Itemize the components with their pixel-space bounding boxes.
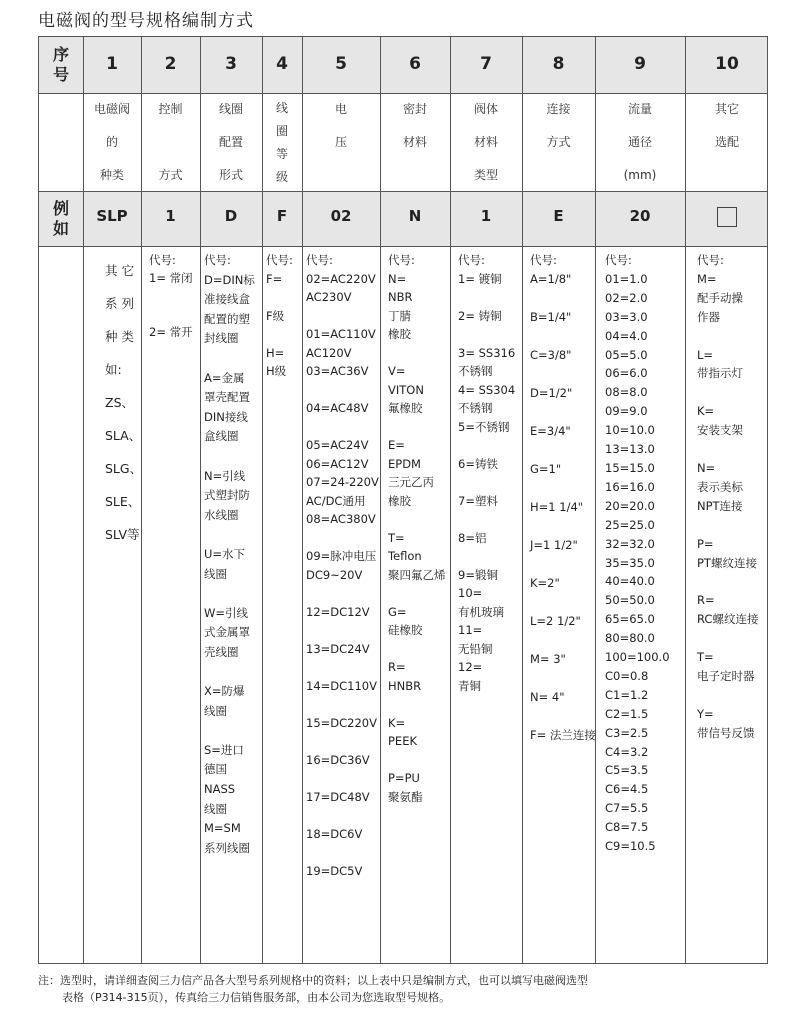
code-entry: 其 它 — [105, 263, 134, 278]
code-entry: 不锈钢 — [458, 364, 493, 378]
code-entry: 09=9.0 — [605, 404, 648, 419]
code-entry: 02=2.0 — [605, 290, 648, 305]
code-entry: 代号: — [605, 253, 632, 267]
code-entry: ZS、 — [105, 395, 134, 410]
code-entry: 德国 — [204, 762, 227, 777]
code-entry — [697, 572, 767, 591]
code-entry — [458, 288, 520, 307]
code-entry: 代号: — [306, 253, 333, 267]
code-entry — [149, 287, 198, 305]
code-entry: 橡胶 — [388, 493, 411, 508]
code-entry: 40=40.0 — [605, 574, 655, 589]
column-number: 10 — [715, 54, 739, 74]
code-entry: 17=DC48V — [306, 789, 370, 804]
code-entry: E= — [388, 438, 405, 452]
code-entry — [306, 584, 378, 603]
code-entry: 硅橡胶 — [388, 623, 423, 637]
code-entry: 配手动操 — [697, 290, 743, 305]
code-entry: T= — [388, 530, 405, 545]
code-entry: 表示美标 — [697, 479, 743, 494]
code-entry: 10= — [458, 586, 483, 600]
code-entry — [530, 555, 593, 574]
code-entry: 08=AC380V — [306, 512, 376, 526]
code-entry: 14=DC110V — [306, 678, 377, 693]
column-description: 线 圈 等 级 — [275, 101, 288, 184]
code-list — [458, 251, 520, 695]
code-entry: H= — [266, 345, 285, 360]
code-entry: P=PU — [388, 771, 420, 785]
code-entry: 18=DC6V — [306, 826, 363, 841]
row-label-example: 例 如 — [52, 199, 69, 238]
code-entry: 05=5.0 — [605, 347, 648, 362]
code-entry: 32=32.0 — [605, 536, 655, 551]
code-entry — [530, 593, 593, 612]
code-entry: 9=锻铜 — [458, 567, 498, 582]
code-entry — [458, 547, 520, 566]
code-entry: AC120V — [306, 345, 352, 360]
code-entry: NBR — [388, 290, 413, 304]
code-entry: M=SM — [204, 821, 241, 836]
code-entry: 种 类 — [105, 329, 134, 344]
code-entry: H=1 1/4" — [530, 500, 584, 514]
code-entry: EPDM — [388, 456, 421, 471]
column-description: 密封 材料 — [402, 102, 427, 149]
code-entry — [530, 403, 593, 422]
column-divider — [522, 37, 523, 963]
code-entry: 代号: — [266, 253, 293, 267]
code-entry: C6=4.5 — [605, 782, 649, 797]
column-divider — [685, 37, 686, 963]
code-entry: V= — [388, 364, 406, 378]
code-entry: 线圈 — [204, 566, 227, 581]
code-entry — [530, 289, 593, 308]
code-entry: 带指示灯 — [697, 366, 743, 381]
column-number: 1 — [106, 54, 118, 74]
code-entry: 作器 — [697, 309, 720, 324]
code-entry: 式塑封防 — [204, 488, 250, 503]
code-entry — [306, 307, 378, 326]
code-entry: AC/DC通用 — [306, 493, 366, 508]
code-entry: 09=脉冲电压 — [306, 549, 377, 563]
code-entry: 25=25.0 — [605, 517, 655, 532]
code-entry: P= — [697, 536, 714, 551]
code-entry: C=3/8" — [530, 348, 572, 362]
code-entry: C2=1.5 — [605, 706, 649, 721]
code-entry: R= — [697, 593, 715, 608]
code-entry: S=进口 — [204, 742, 244, 757]
code-entry — [388, 751, 448, 770]
code-entry: 线圈 — [204, 801, 227, 816]
column-number: 7 — [480, 54, 492, 74]
code-entry — [458, 473, 520, 492]
code-list — [388, 251, 448, 806]
code-entry: K= — [697, 404, 715, 419]
code-entry — [266, 288, 300, 307]
code-entry: Teflon — [388, 549, 422, 563]
code-entry: 带信号反馈 — [697, 725, 755, 740]
code-entry: E=3/4" — [530, 424, 571, 438]
footnote-line-2: 表格（P314-315页），传真给三力信销售服务部，由本公司为您选取型号规格。 — [62, 991, 451, 1004]
code-entry: H级 — [266, 364, 287, 378]
code-entry: F= 法兰连接 — [530, 728, 596, 742]
code-entry: 01=1.0 — [605, 271, 648, 286]
code-entry: 80=80.0 — [605, 631, 655, 646]
code-entry: 12=DC12V — [306, 604, 370, 619]
code-entry: N= — [388, 271, 407, 286]
code-entry: NPT连接 — [697, 498, 743, 513]
code-entry: W=引线 — [204, 605, 249, 620]
code-entry — [306, 806, 378, 825]
code-entry: 代号: — [530, 253, 557, 267]
code-entry — [306, 769, 378, 788]
code-entry: 2= 常开 — [149, 325, 193, 339]
code-entry — [204, 662, 260, 682]
code-entry: 代号: — [458, 253, 485, 267]
code-entry: 系 列 — [105, 296, 134, 311]
column-number: 6 — [409, 54, 421, 74]
code-entry: 5=不锈钢 — [458, 419, 510, 434]
code-entry — [388, 418, 448, 437]
code-entry — [306, 658, 378, 677]
column-description: 电磁阀 的 种类 — [93, 102, 130, 182]
code-entry: 氟橡胶 — [388, 401, 423, 415]
code-entry: 06=6.0 — [605, 366, 648, 381]
code-entry: T= — [697, 650, 714, 665]
code-entry: 代号: — [697, 253, 724, 267]
code-entry: 青铜 — [458, 678, 481, 693]
code-entry — [388, 584, 448, 603]
code-entry: 100=100.0 — [605, 650, 670, 665]
code-entry — [458, 325, 520, 344]
code-entry — [204, 447, 260, 467]
code-entry — [530, 517, 593, 536]
example-value: 1 — [480, 207, 492, 225]
code-entry: 聚氨酯 — [388, 789, 423, 804]
code-list — [105, 254, 143, 551]
code-entry: A=1/8" — [530, 272, 572, 286]
code-entry: M= — [697, 271, 717, 286]
code-entry — [697, 383, 767, 402]
code-list — [204, 251, 260, 858]
code-entry: 电子定时器 — [697, 668, 755, 683]
code-entry: 准接线盒 — [204, 292, 250, 307]
code-entry: PT螺纹连接 — [697, 555, 757, 570]
code-entry: C8=7.5 — [605, 820, 649, 835]
code-entry: 35=35.0 — [605, 555, 655, 570]
code-entry — [204, 349, 260, 369]
code-entry: 03=AC36V — [306, 364, 369, 378]
column-number: 9 — [634, 54, 646, 74]
code-entry — [306, 621, 378, 640]
code-entry: SLV等 — [105, 527, 140, 542]
example-value: 1 — [165, 207, 176, 225]
code-entry: C7=5.5 — [605, 801, 649, 816]
example-value — [685, 207, 769, 231]
code-entry — [458, 510, 520, 529]
example-value: SLP — [96, 207, 128, 225]
code-entry: 有机玻璃 — [458, 604, 504, 619]
example-value: F — [276, 207, 288, 225]
code-entry: 6=铸铁 — [458, 456, 498, 471]
code-entry: 1= 镀铜 — [458, 271, 502, 286]
code-entry — [697, 440, 767, 459]
code-entry: 08=8.0 — [605, 385, 648, 400]
code-entry: C0=0.8 — [605, 668, 649, 683]
example-value: E — [553, 207, 564, 225]
option-checkbox[interactable] — [717, 207, 737, 227]
code-entry: N=引线 — [204, 468, 246, 483]
code-entry: R= — [388, 660, 406, 674]
column-number: 2 — [164, 54, 177, 74]
code-entry — [388, 640, 448, 659]
code-entry: L=2 1/2" — [530, 614, 581, 628]
code-entry — [697, 629, 767, 648]
column-number: 4 — [276, 54, 288, 74]
code-list — [605, 251, 683, 856]
code-entry: 13=13.0 — [605, 442, 655, 457]
code-entry — [388, 344, 448, 363]
code-entry: 50=50.0 — [605, 593, 655, 608]
code-entry: 20=20.0 — [605, 498, 655, 513]
code-entry: 65=65.0 — [605, 612, 655, 627]
code-entry: 橡胶 — [388, 327, 411, 341]
code-entry: 罩壳配置 — [204, 390, 250, 405]
footnote — [38, 972, 778, 1006]
column-description: 流量 通径 (mm) — [623, 102, 657, 182]
code-entry: X=防爆 — [204, 684, 245, 699]
code-entry — [530, 479, 593, 498]
code-entry: 4= SS304 — [458, 382, 516, 397]
code-entry: L= — [697, 347, 714, 362]
code-entry: C3=2.5 — [605, 725, 649, 740]
column-description: 控制 方式 — [158, 102, 183, 182]
row-label-index: 序 号 — [52, 45, 69, 84]
code-entry: 07=24-220V — [306, 475, 379, 489]
code-entry — [149, 305, 198, 323]
code-entry: K= — [388, 715, 406, 730]
code-entry: 8=铝 — [458, 530, 487, 545]
column-number: 5 — [335, 54, 347, 74]
code-entry — [530, 365, 593, 384]
code-entry: G=1" — [530, 462, 562, 476]
code-entry: 04=AC48V — [306, 401, 369, 415]
code-entry: 不锈钢 — [458, 401, 493, 415]
code-list — [306, 251, 378, 880]
code-entry: C5=3.5 — [605, 763, 649, 778]
code-list — [149, 251, 198, 341]
model-spec-table — [38, 36, 768, 964]
code-entry — [306, 843, 378, 862]
code-entry: 封线圈 — [204, 331, 239, 346]
code-list — [697, 251, 767, 743]
code-entry: 04=4.0 — [605, 328, 648, 343]
code-entry — [697, 327, 767, 346]
code-entry — [204, 584, 260, 604]
code-entry: 3= SS316 — [458, 345, 516, 360]
column-description: 电 压 — [334, 102, 347, 149]
code-entry: U=水下 — [204, 546, 246, 561]
code-entry — [530, 707, 593, 726]
code-entry — [306, 695, 378, 714]
code-entry: 安装支架 — [697, 423, 743, 438]
column-divider — [380, 37, 381, 963]
code-entry — [306, 529, 378, 548]
code-entry — [530, 441, 593, 460]
code-entry — [530, 327, 593, 346]
code-entry: M= 3" — [530, 652, 566, 666]
code-entry: 式金属罩 — [204, 625, 250, 640]
column-description: 阀体 材料 类型 — [473, 102, 498, 182]
code-entry: PEEK — [388, 734, 418, 748]
column-description: 其它 选配 — [714, 102, 739, 149]
code-entry: C1=1.2 — [605, 687, 649, 702]
code-entry: F级 — [266, 308, 285, 323]
code-entry: SLG、 — [105, 461, 143, 476]
code-entry: 系列线圈 — [204, 840, 250, 855]
example-value: D — [224, 207, 238, 225]
code-entry: 1= 常闭 — [149, 271, 193, 285]
code-entry: 16=DC36V — [306, 752, 370, 767]
code-entry: D=1/2" — [530, 386, 573, 400]
code-entry: 19=DC5V — [306, 863, 363, 878]
code-entry: B=1/4" — [530, 310, 572, 324]
code-entry: 10=10.0 — [605, 423, 655, 438]
code-entry: 05=AC24V — [306, 438, 369, 452]
code-entry: SLE、 — [105, 494, 141, 509]
code-entry — [697, 516, 767, 535]
code-entry: 7=塑料 — [458, 493, 498, 508]
example-value: 20 — [629, 207, 651, 225]
code-entry: 03=3.0 — [605, 309, 648, 324]
code-entry: SLA、 — [105, 428, 142, 443]
code-entry — [388, 510, 448, 529]
code-entry: F= — [266, 271, 283, 286]
code-entry: 如: — [105, 362, 122, 377]
code-entry: 配置的塑 — [204, 311, 250, 326]
code-entry: RC螺纹连接 — [697, 612, 759, 627]
code-entry: C9=10.5 — [605, 839, 656, 854]
code-entry — [204, 525, 260, 545]
code-entry — [388, 695, 448, 714]
code-entry: G= — [388, 604, 407, 619]
code-entry: 代号: — [149, 253, 176, 267]
code-entry: A=金属 — [204, 370, 245, 385]
code-entry: 15=15.0 — [605, 460, 655, 475]
code-entry — [204, 721, 260, 741]
code-entry: VITON — [388, 382, 424, 397]
page-title: 电磁阀的型号规格编制方式 — [38, 11, 254, 31]
code-entry — [530, 669, 593, 688]
code-entry: J=1 1/2" — [530, 538, 578, 552]
code-entry: 聚四氟乙烯 — [388, 567, 446, 582]
code-entry — [697, 686, 767, 705]
code-list — [266, 251, 300, 381]
code-entry: 2= 铸铜 — [458, 308, 502, 323]
code-entry: 壳线圈 — [204, 644, 239, 659]
code-entry: 02=AC220V — [306, 271, 376, 286]
code-entry: 丁腈 — [388, 308, 411, 323]
code-entry: 12= — [458, 660, 483, 674]
code-entry: N= — [697, 460, 716, 475]
code-entry: K=2" — [530, 576, 560, 590]
column-divider — [302, 37, 303, 963]
code-entry: 11= — [458, 623, 483, 637]
code-entry: 线圈 — [204, 703, 227, 718]
column-description: 线圈 配置 形式 — [218, 102, 243, 182]
code-entry: 代号: — [388, 253, 415, 267]
code-entry: 16=16.0 — [605, 479, 655, 494]
code-list — [530, 251, 596, 745]
footnote-line-1: 注：选型时，请详细查阅三力信产品各大型号系列规格中的资料；以上表中只是编制方式，也可以填写电磁阀选型 — [38, 974, 588, 987]
code-entry — [458, 436, 520, 455]
code-entry — [530, 631, 593, 650]
code-entry: AC230V — [306, 290, 352, 304]
code-entry: D=DIN标 — [204, 272, 255, 287]
column-description: 连接 方式 — [546, 102, 571, 149]
code-entry — [306, 381, 378, 400]
code-entry: DIN接线 — [204, 409, 248, 424]
code-entry — [306, 732, 378, 751]
code-entry: 无铅铜 — [458, 641, 493, 656]
code-entry: NASS — [204, 782, 236, 797]
column-number: 3 — [225, 54, 237, 74]
code-entry: HNBR — [388, 678, 422, 693]
code-entry — [266, 325, 300, 344]
code-entry: 水线圈 — [204, 507, 239, 522]
code-entry: 盒线圈 — [204, 429, 239, 444]
example-value: N — [408, 207, 422, 225]
example-value: 02 — [330, 207, 352, 225]
code-entry: 13=DC24V — [306, 641, 370, 656]
code-entry — [306, 418, 378, 437]
code-entry: 三元乙丙 — [388, 475, 434, 489]
code-entry: N= 4" — [530, 690, 565, 704]
code-entry: DC9~20V — [306, 567, 363, 582]
column-number: 8 — [552, 54, 565, 74]
code-entry: 06=AC12V — [306, 456, 369, 471]
code-entry: Y= — [697, 706, 714, 721]
code-entry: 15=DC220V — [306, 715, 377, 730]
code-entry: 代号: — [204, 253, 231, 267]
code-entry: C4=3.2 — [605, 744, 649, 759]
code-entry: 01=AC110V — [306, 327, 376, 341]
